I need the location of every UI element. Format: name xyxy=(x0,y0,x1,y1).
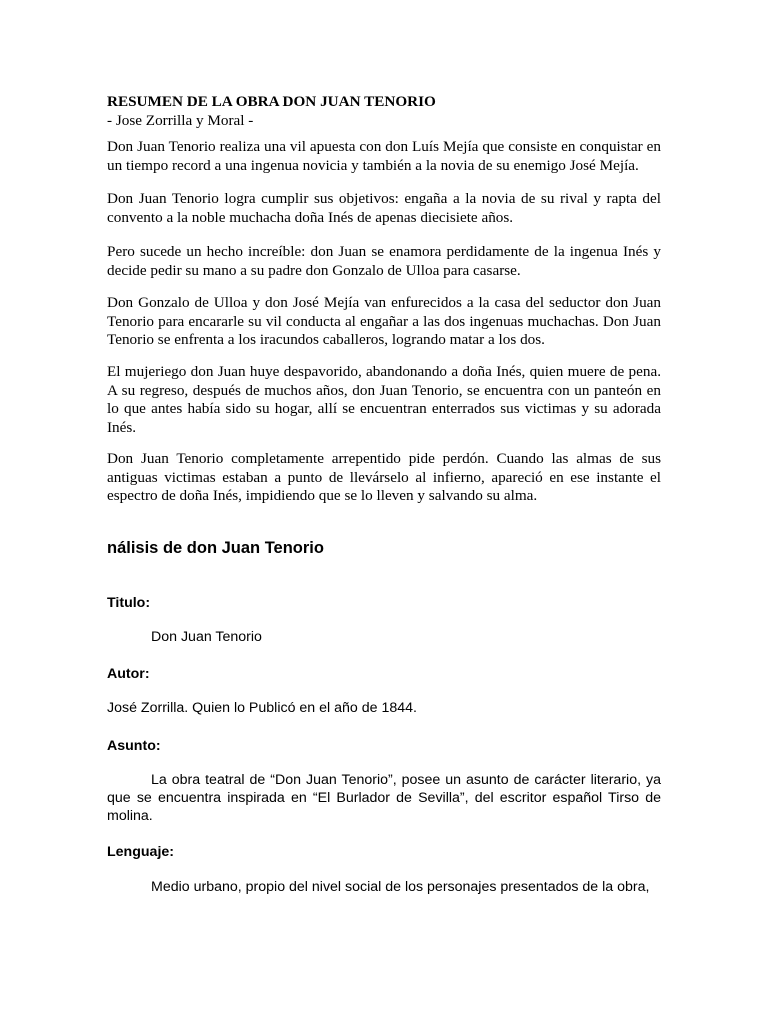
autor-value: José Zorrilla. Quien lo Publicó en el año de 1844. xyxy=(107,700,417,716)
titulo-label: Titulo: xyxy=(107,595,151,611)
document-subtitle: - Jose Zorrilla y Moral - xyxy=(107,111,254,129)
lenguaje-label: Lenguaje: xyxy=(107,844,175,860)
autor-label: Autor: xyxy=(107,666,150,682)
summary-header xyxy=(107,93,661,130)
summary-paragraph: Don Juan Tenorio logra cumplir sus objetivos: engaña a la novia de su rival y rapta del convento a la noble muchacha doña Inés de apenas diecisiete años. xyxy=(107,190,661,226)
analysis-heading: nálisis de don Juan Tenorio xyxy=(107,539,324,557)
summary-paragraph: Don Gonzalo de Ulloa y don José Mejía van enfurecidos a la casa del seductor don Juan Tenorio para encararle su vil conducta al engañar a las dos ingenuas muchachas. Don Juan Tenorio se enfrenta a los iracundos caballeros, logrando matar a los dos. xyxy=(107,294,661,348)
titulo-value: Don Juan Tenorio xyxy=(151,629,262,645)
asunto-label: Asunto: xyxy=(107,738,161,754)
lenguaje-value: Medio urbano, propio del nivel social de los personajes presentados de la obra, xyxy=(151,879,650,895)
document-title: RESUMEN DE LA OBRA DON JUAN TENORIO xyxy=(107,93,436,110)
summary-paragraph: Don Juan Tenorio realiza una vil apuesta con don Luís Mejía que consiste en conquistar en un tiempo record a una ingenua novicia y también a la novia de su enemigo José Mejía. xyxy=(107,138,661,174)
summary-paragraph: Don Juan Tenorio completamente arrepentido pide perdón. Cuando las almas de sus antiguas victimas estaban a punto de llevárselo al infierno, apareció en ese instante el espectro de doña Inés, impidiendo que se lo lleven y salvando su alma. xyxy=(107,450,661,504)
asunto-value: La obra teatral de “Don Juan Tenorio”, posee un asunto de carácter literario, ya que se encuentra inspirada en “El Burlador de Sevilla”, del escritor español Tirso de molina. xyxy=(107,772,661,824)
summary-paragraph: El mujeriego don Juan huye despavorido, abandonando a doña Inés, quien muere de pena. A su regreso, después de muchos años, don Juan Tenorio, se encuentra con un panteón en lo que antes había sido su hogar, allí se encuentran enterrados sus victimas y su adorada Inés. xyxy=(107,363,661,436)
summary-paragraph: Pero sucede un hecho increíble: don Juan se enamora perdidamente de la ingenua Inés y decide pedir su mano a su padre don Gonzalo de Ulloa para casarse. xyxy=(107,243,661,279)
